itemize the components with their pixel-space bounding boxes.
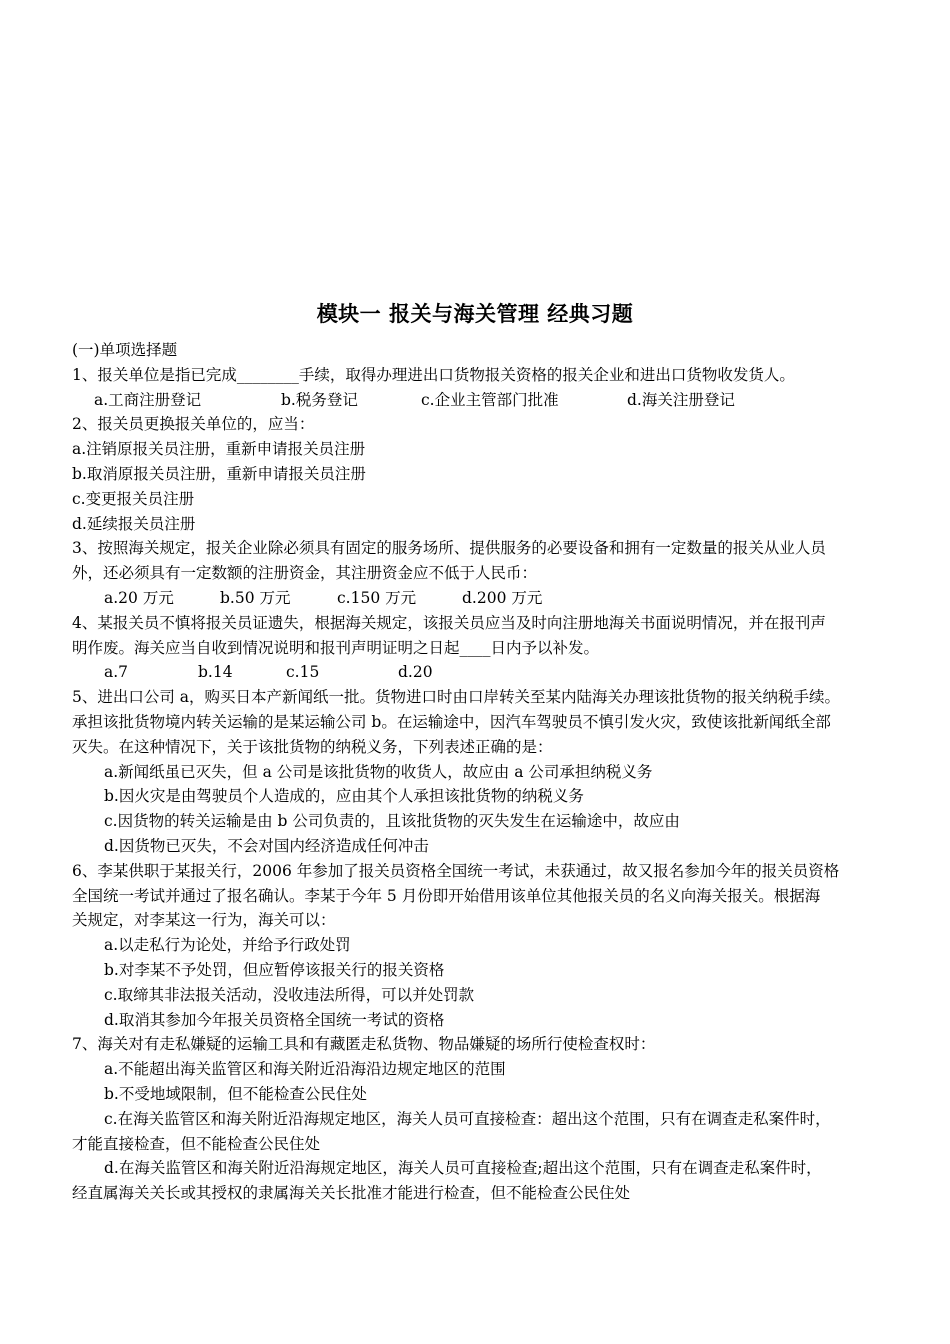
question-6-stem-line-2: 全国统一考试并通过了报名确认。李某于今年 5 月份即开始借用该单位其他报关员的名义向海关报关。根据海 — [72, 886, 821, 905]
q3-option-b: b.50 万元 — [220, 588, 291, 607]
q2-option-b: b.取消原报关员注册，重新申请报关员注册 — [72, 464, 366, 483]
question-7-stem: 7、海关对有走私嫌疑的运输工具和有藏匿走私货物、物品嫌疑的场所行使检查权时： — [72, 1035, 656, 1054]
question-4-stem-line-2: 明作废。海关应当自收到情况说明和报刊声明证明之日起____日内予以补发。 — [72, 638, 600, 657]
q4-option-c: c.15 — [286, 663, 320, 682]
question-6-stem-line-1: 6、李某供职于某报关行，2006 年参加了报关员资格全国统一考试，未获通过，故又报名参加今年的报关员资格 — [72, 861, 840, 880]
question-3-stem-line-2: 外，还必须具有一定数额的注册资金，其注册资金应不低于人民币： — [72, 564, 538, 583]
question-6-stem-line-3: 关规定，对李某这一行为，海关可以： — [72, 911, 336, 930]
section-heading: (一)单项选择题 — [72, 341, 178, 359]
q1-option-b: b.税务登记 — [281, 390, 358, 409]
q6-option-d: d.取消其参加今年报关员资格全国统一考试的资格 — [104, 1010, 445, 1029]
q1-option-c: c.企业主管部门批准 — [421, 390, 559, 409]
q5-option-d: d.因货物已灭失，不会对国内经济造成任何冲击 — [104, 836, 429, 855]
q7-option-c-line-1: c.在海关监管区和海关附近沿海规定地区，海关人员可直接检查：超出这个范围，只有在调查走私案件时， — [104, 1109, 831, 1128]
question-5-stem-line-1: 5、进出口公司 a，购买日本产新闻纸一批。货物进口时由口岸转关至某内陆海关办理该批货物的报关纳税手续。 — [72, 688, 841, 707]
question-4-stem-line-1: 4、某报关员不慎将报关员证遗失，根据海关规定，该报关员应当及时向注册地海关书面说明情况，并在报刊声 — [72, 613, 826, 632]
q3-option-d: d.200 万元 — [462, 588, 543, 607]
question-1-stem: 1、报关单位是指已完成________手续，取得办理进出口货物报关资格的报关企业和进出口货物收发货人。 — [72, 365, 795, 384]
q6-option-b: b.对李某不予处罚，但应暂停该报关行的报关资格 — [104, 960, 445, 979]
q4-option-b: b.14 — [198, 663, 233, 682]
q7-option-d-line-1: d.在海关监管区和海关附近沿海规定地区，海关人员可直接检查;超出这个范围，只有在调查走私案件时， — [104, 1159, 822, 1178]
q1-option-d: d.海关注册登记 — [627, 390, 735, 409]
q7-option-a: a.不能超出海关监管区和海关附近沿海沿边规定地区的范围 — [104, 1060, 506, 1079]
q7-option-d-line-2: 经直属海关关长或其授权的隶属海关关长批准才能进行检查，但不能检查公民住处 — [72, 1184, 631, 1203]
question-2-stem: 2、报关员更换报关单位的，应当： — [72, 415, 315, 434]
question-1-options — [72, 388, 892, 413]
q7-option-c-line-2: 才能直接检查，但不能检查公民住处 — [72, 1134, 321, 1153]
q6-option-a: a.以走私行为论处，并给予行政处罚 — [104, 936, 351, 955]
question-5-stem-line-2: 承担该批货物境内转关运输的是某运输公司 b。在运输途中，因汽车驾驶员不慎引发火灾，致使该批新闻纸全部 — [72, 712, 831, 731]
q5-option-b: b.因火灾是由驾驶员个人造成的，应由其个人承担该批货物的纳税义务 — [104, 787, 584, 806]
q2-option-a: a.注销原报关员注册，重新申请报关员注册 — [72, 440, 366, 459]
q4-option-a: a.7 — [104, 663, 129, 682]
q7-option-b: b.不受地域限制，但不能检查公民住处 — [104, 1084, 367, 1103]
q4-option-d: d.20 — [398, 663, 433, 682]
question-3-options — [72, 586, 892, 611]
question-4-options — [72, 660, 892, 685]
q5-option-c: c.因货物的转关运输是由 b 公司负责的，且该批货物的灭失发生在运输途中，故应由 — [104, 812, 680, 831]
document-body — [72, 338, 892, 1206]
q1-option-a: a.工商注册登记 — [94, 390, 202, 409]
q3-option-a: a.20 万元 — [104, 588, 174, 607]
question-5-stem-line-3: 灭失。在这种情况下，关于该批货物的纳税义务，下列表述正确的是： — [72, 737, 553, 756]
q2-option-c: c.变更报关员注册 — [72, 489, 195, 508]
q6-option-c: c.取缔其非法报关活动，没收违法所得，可以并处罚款 — [104, 985, 475, 1004]
q3-option-c: c.150 万元 — [337, 588, 417, 607]
q5-option-a: a.新闻纸虽已灭失，但 a 公司是该批货物的收货人，故应由 a 公司承担纳税义务 — [104, 762, 653, 781]
question-3-stem-line-1: 3、按照海关规定，报关企业除必须具有固定的服务场所、提供服务的必要设备和拥有一定数量的报关从业人员 — [72, 539, 826, 558]
q2-option-d: d.延续报关员注册 — [72, 514, 196, 533]
document-title: 模块一 报关与海关管理 经典习题 — [316, 302, 634, 326]
